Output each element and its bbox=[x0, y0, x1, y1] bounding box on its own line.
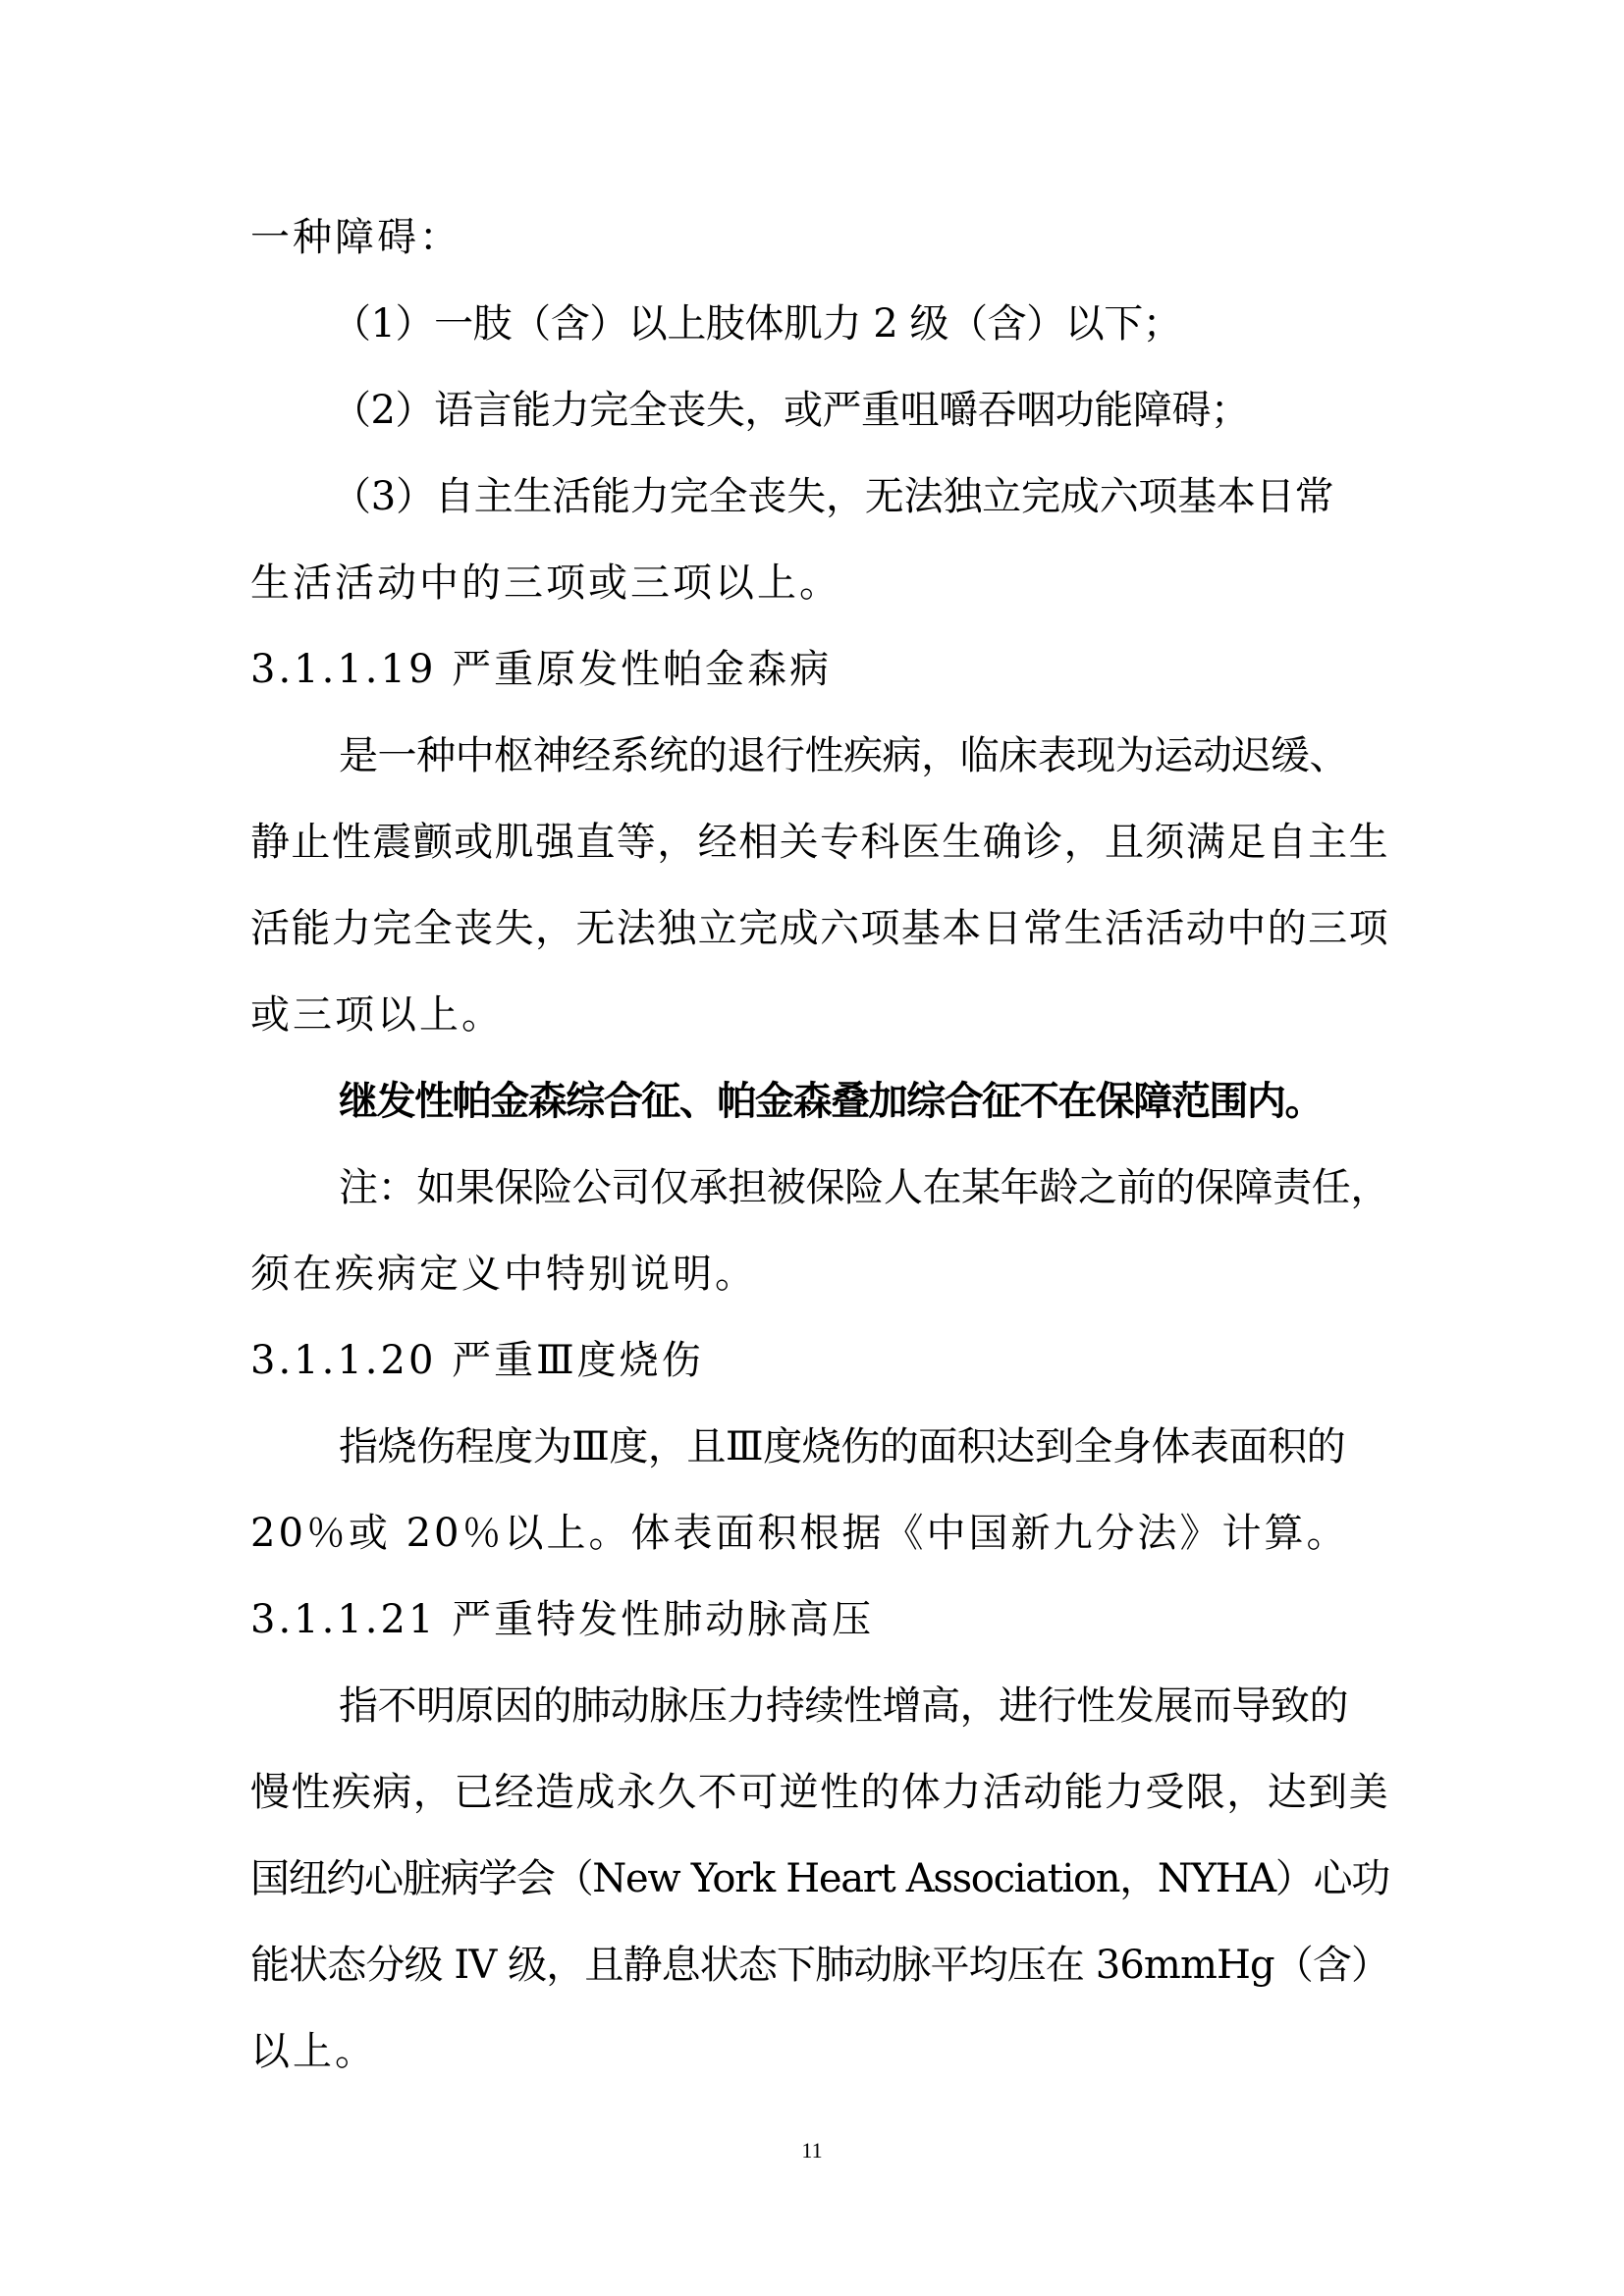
section-heading: 3.1.1.19 严重原发性帕金森病 bbox=[250, 647, 833, 692]
paragraph-line: 是一种中枢神经系统的退行性疾病，临床表现为运动迟缓、 bbox=[339, 733, 1348, 778]
note-line: 须在疾病定义中特别说明。 bbox=[250, 1252, 757, 1297]
paragraph-line: 指不明原因的肺动脉压力持续性增高，进行性发展而导致的 bbox=[339, 1683, 1348, 1729]
paragraph-line: 静止性震颤或肌强直等，经相关专科医生确诊，且须满足自主生 bbox=[250, 820, 1389, 865]
paragraph-line: 慢性疾病，已经造成永久不可逆性的体力活动能力受限，达到美 bbox=[250, 1770, 1389, 1815]
paragraph-line: 20％或 20％以上。体表面积根据《中国新九分法》计算。 bbox=[250, 1511, 1349, 1556]
section-heading: 3.1.1.21 严重特发性肺动脉高压 bbox=[250, 1597, 875, 1642]
note-line: 注：如果保险公司仅承担被保险人在某年龄之前的保障责任， bbox=[339, 1165, 1389, 1210]
paragraph-line: 能状态分级 IV 级，且静息状态下肺动脉平均压在 36mmHg（含） bbox=[250, 1943, 1390, 1988]
list-item: （2）语言能力完全丧失，或严重咀嚼吞咽功能障碍； bbox=[332, 388, 1250, 433]
paragraph-line: 或三项以上。 bbox=[250, 992, 504, 1038]
list-item: （1）一肢（含）以上肢体肌力 2 级（含）以下； bbox=[332, 301, 1182, 347]
paragraph-line: 以上。 bbox=[250, 2029, 377, 2074]
paragraph-line: 国纽约心脏病学会（New York Heart Association，NYHA）心功 bbox=[250, 1856, 1389, 1901]
text-line: 一种障碍： bbox=[250, 215, 461, 260]
paragraph-line: 指烧伤程度为Ⅲ度，且Ⅲ度烧伤的面积达到全身体表面积的 bbox=[339, 1424, 1346, 1469]
list-item: （3）自主生活能力完全丧失，无法独立完成六项基本日常 bbox=[332, 474, 1334, 519]
page-number: 11 bbox=[801, 2138, 823, 2163]
paragraph-line: 活能力完全丧失，无法独立完成六项基本日常生活活动中的三项 bbox=[250, 906, 1389, 951]
text-line: 生活活动中的三项或三项以上。 bbox=[250, 561, 841, 606]
exclusion-note: 继发性帕金森综合征、帕金森叠加综合征不在保障范围内。 bbox=[339, 1078, 1323, 1124]
section-heading: 3.1.1.20 严重Ⅲ度烧伤 bbox=[250, 1338, 704, 1383]
